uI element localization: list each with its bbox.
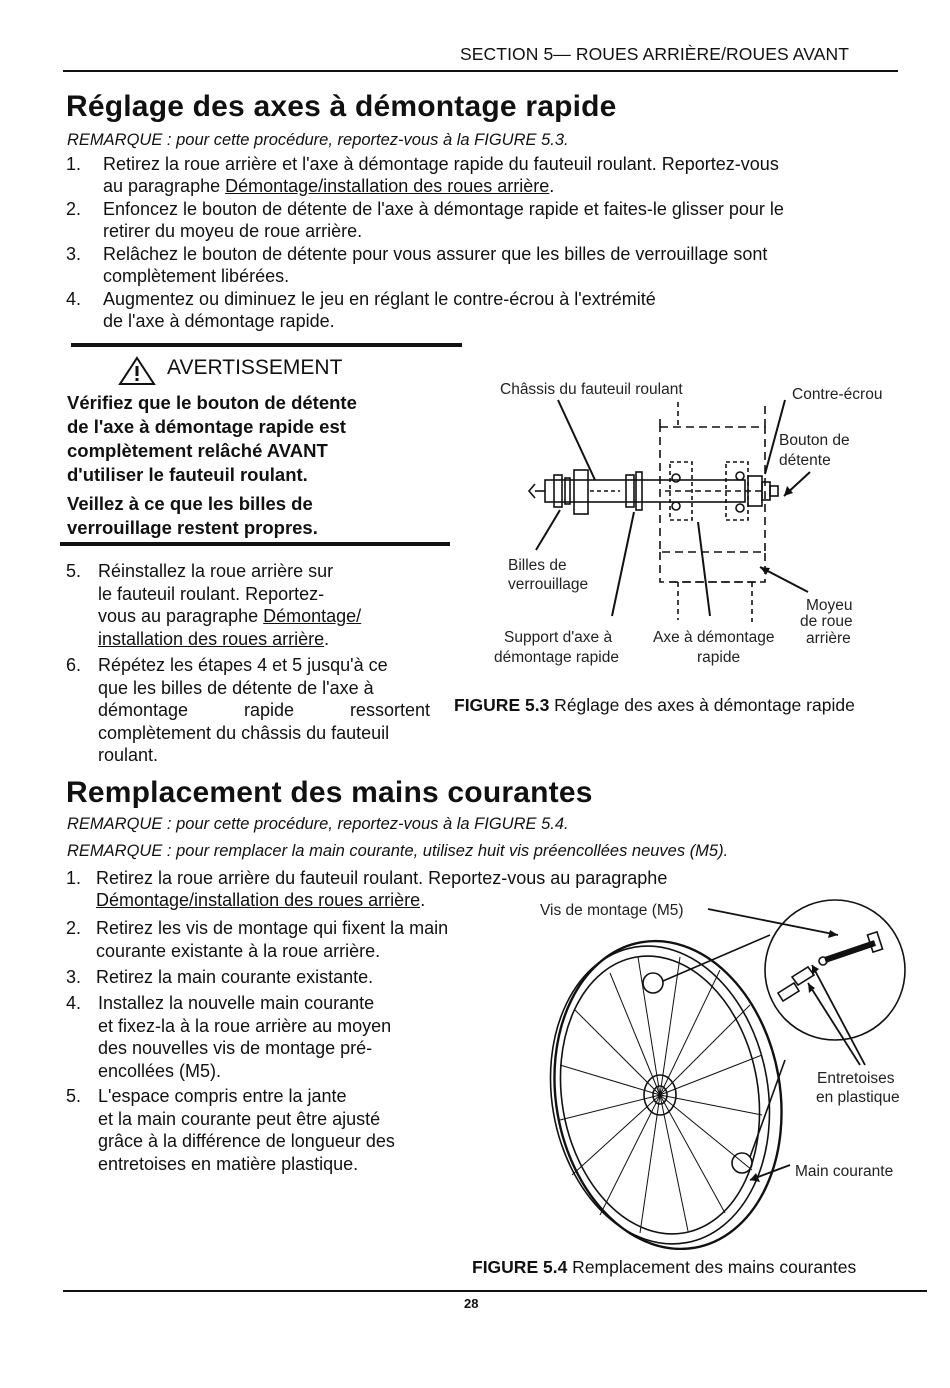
note-figure-5-3: REMARQUE : pour cette procédure, reportez-vous à la FIGURE 5.3. — [67, 131, 569, 149]
label-main-courante: Main courante — [795, 1163, 894, 1180]
label-bouton-1: Bouton de — [779, 432, 850, 449]
label-vis-montage: Vis de montage (M5) — [540, 902, 684, 919]
section-title-axes: Réglage des axes à démontage rapide — [66, 90, 617, 123]
figure-5-3-caption: FIGURE 5.3 Réglage des axes à démontage rapide — [454, 695, 855, 715]
figure-5-3-diagram — [490, 372, 910, 672]
warning-triangle-icon — [118, 356, 156, 386]
section-title-mains-courantes: Remplacement des mains courantes — [66, 776, 593, 809]
figure-5-4-caption: FIGURE 5.4 Remplacement des mains courantes — [472, 1257, 857, 1277]
label-chassis: Châssis du fauteuil roulant — [500, 381, 683, 398]
label-entretoises-1: Entretoises — [817, 1070, 895, 1087]
warning-paragraph-1: Vérifiez que le bouton de détente de l'axe à démontage rapide est complètement relâché AVANT d'utiliser le fauteuil roulant. — [67, 392, 357, 485]
warning-title: AVERTISSEMENT — [167, 356, 343, 379]
label-billes-1: Billes de — [508, 557, 567, 574]
figure-5-4-diagram — [520, 895, 930, 1250]
label-moyeu-1: Moyeu — [806, 597, 853, 614]
link-demontage-installation[interactable]: Démontage/installation des roues arrière — [225, 176, 550, 196]
label-axe-2: rapide — [697, 649, 741, 666]
link-demontage-1[interactable]: Démontage/ — [263, 606, 362, 626]
section-header: SECTION 5— ROUES ARRIÈRE/ROUES AVANT — [460, 44, 850, 64]
label-bouton-2: détente — [779, 452, 831, 469]
label-moyeu-3: arrière — [806, 630, 851, 647]
label-contre-ecrou: Contre-écrou — [792, 386, 883, 403]
label-billes-2: verrouillage — [508, 576, 589, 593]
steps-list-1b: 5. Réinstallez la roue arrière sur le fauteuil roulant. Reportez- vous au paragraphe Démontage/ installation des roues arrière. 6. Répétez les étapes 4 et 5 jusqu'à ce que les billes de détente de l'axe à démontage rapide ressortent complètement du châssis du fauteuil roulant. — [66, 561, 430, 765]
header-rule — [63, 70, 898, 72]
note-figure-5-4: REMARQUE : pour cette procédure, reportez-vous à la FIGURE 5.4. — [67, 815, 569, 833]
warning-paragraph-2: Veillez à ce que les billes de verrouillage restent propres. — [67, 493, 318, 538]
warning-top-rule — [71, 343, 462, 347]
steps-list-1: 1. Retirez la roue arrière et l'axe à démontage rapide du fauteuil roulant. Reportez-vous au paragraphe Démontage/installation des roues arrière. 2. Enfoncez le bouton de détente de l'axe à démontage rapide et faites-le glisser pour le retirer du moyeu de roue arrière. 3. Relâchez le bouton de détente pour vous assurer que les billes de verrouillage sont complètement libérées. 4. Augmentez ou diminuez le jeu en réglant le contre-écrou à l'extrémité de l'axe à démontage rapide. — [66, 154, 784, 331]
link-demontage-installation-2[interactable]: Démontage/installation des roues arrière — [96, 890, 421, 910]
note-vis-m5: REMARQUE : pour remplacer la main courante, utilisez huit vis préencollées neuves (M5). — [67, 842, 729, 860]
warning-bottom-rule — [60, 542, 450, 546]
label-support-2: démontage rapide — [494, 649, 619, 666]
label-support-1: Support d'axe à — [504, 629, 613, 646]
label-moyeu-2: de roue — [800, 613, 853, 630]
steps-list-2: 1. Retirez la roue arrière du fauteuil roulant. Reportez-vous au paragraphe Démontage/installation des roues arrière. 2. Retirez les vis de montage qui fixent la main courante existante à la roue arrière. 3. Retirez la main courante existante. 4. Installez la nouvelle main courante et fixez-la à la roue arrière au moyen des nouvelles vis de montage pré- encollées (M5). 5. L'espace compris entre la jante et la main courante peut être ajusté grâce à la différence de longueur des entretoises en matière plastique. — [66, 868, 668, 1174]
footer-rule — [63, 1290, 927, 1292]
label-entretoises-2: en plastique — [816, 1089, 900, 1106]
label-axe-1: Axe à démontage — [653, 629, 775, 646]
link-demontage-2[interactable]: installation des roues arrière — [98, 628, 325, 649]
page-number: 28 — [464, 1296, 479, 1311]
